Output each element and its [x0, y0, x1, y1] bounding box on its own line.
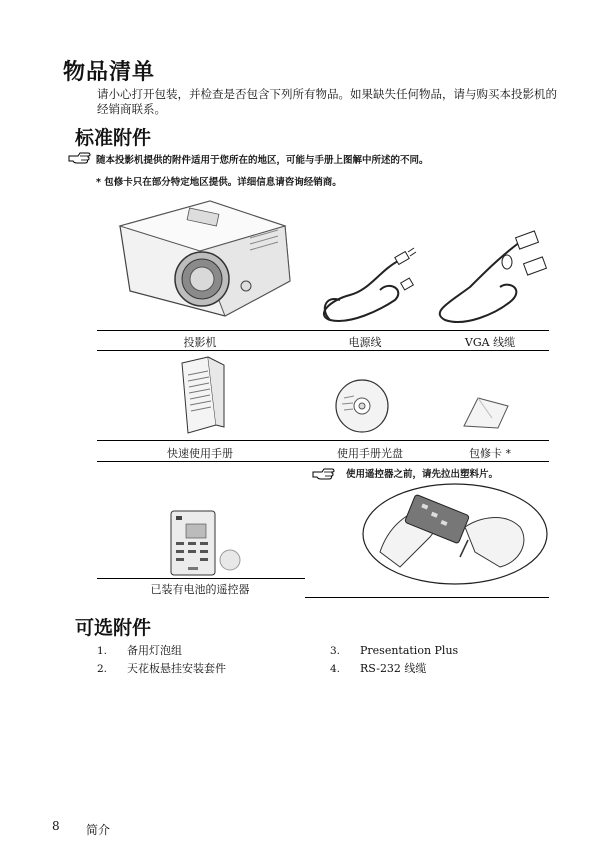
table-rule-3: [97, 440, 549, 441]
item-caption-warranty-card: 包修卡 *: [469, 447, 511, 460]
list-number: 3.: [330, 645, 341, 657]
page-number: 8: [52, 819, 60, 833]
battery-illustration: [218, 548, 242, 572]
table-rule-5: [97, 578, 305, 579]
item-caption-projector: 投影机: [183, 336, 217, 349]
remote-control-illustration: [170, 510, 218, 578]
note-hand-icon-remote: [312, 466, 336, 480]
cd-illustration: [334, 378, 390, 434]
list-number: 2.: [97, 663, 108, 675]
optional-list-left: [97, 642, 226, 678]
list-item: [330, 660, 458, 678]
list-number: 1.: [97, 645, 108, 657]
item-caption-manual-cd: 使用手册光盘: [337, 447, 403, 460]
accessories-region-note: 随本投影机提供的附件适用于您所在的地区，可能与手册上图解中所述的不同。: [96, 155, 429, 166]
list-item: [97, 642, 226, 660]
quick-guide-illustration: [178, 355, 228, 435]
optional-list-right: [330, 642, 458, 678]
remote-tab-note: 使用遥控器之前，请先拉出塑料片。: [346, 469, 499, 480]
item-caption-remote: 已装有电池的遥控器: [150, 583, 250, 596]
list-item: [330, 642, 458, 660]
page-title: 物品清单: [63, 60, 156, 85]
warranty-card-illustration: [462, 392, 512, 430]
note-hand-icon: [68, 150, 92, 164]
item-caption-quick-guide: 快速使用手册: [167, 447, 233, 460]
optional-accessories-heading: 可选附件: [75, 617, 152, 639]
table-rule-4: [97, 461, 549, 462]
power-cord-illustration: [310, 240, 420, 325]
hands-with-remote-illustration: [360, 482, 550, 592]
intro-paragraph: 请小心打开包装，并检查是否包含下列所有物品。如果缺失任何物品，请与购买本投影机的经销商联系。: [97, 87, 557, 116]
projector-illustration: [100, 196, 300, 326]
list-label: Presentation Plus: [360, 644, 459, 657]
list-label: 天花板悬挂安装套件: [127, 662, 226, 675]
standard-accessories-heading: 标准附件: [75, 127, 152, 149]
table-rule-2: [97, 350, 549, 351]
list-item: [97, 660, 226, 678]
table-rule-6: [305, 597, 549, 598]
table-rule-1: [97, 330, 549, 331]
item-caption-vga-cable: VGA 线缆: [464, 336, 516, 349]
list-label: 备用灯泡组: [127, 644, 182, 657]
list-number: 4.: [330, 663, 341, 675]
list-label: RS-232 线缆: [360, 662, 427, 675]
section-name: 简介: [86, 823, 111, 837]
warranty-card-note: * 包修卡只在部分特定地区提供。详细信息请咨询经销商。: [96, 177, 342, 188]
vga-cable-illustration: [425, 232, 550, 327]
item-caption-power-cord: 电源线: [348, 336, 382, 349]
